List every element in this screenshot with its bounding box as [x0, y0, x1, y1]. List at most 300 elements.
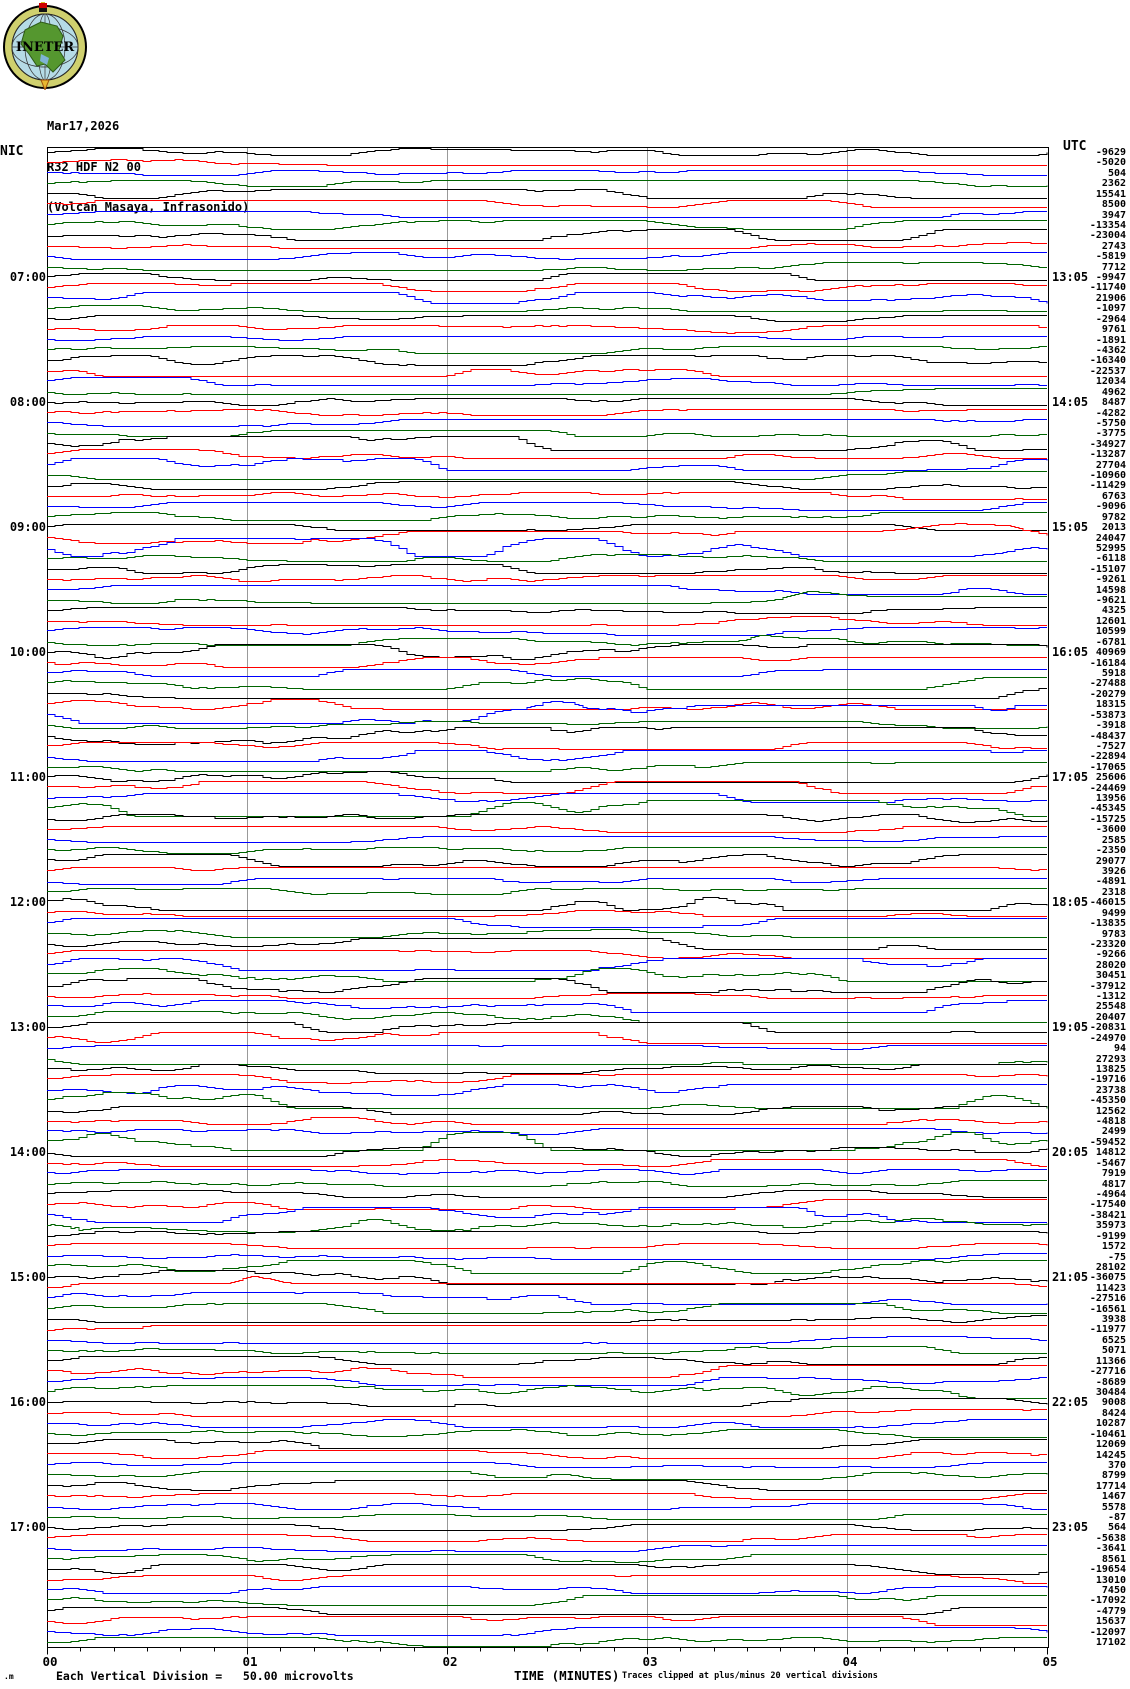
row-peak-value: 8487 [1101, 397, 1126, 408]
row-peak-value: 2318 [1101, 887, 1126, 898]
trace-row [47, 1535, 1047, 1542]
trace-row [47, 1357, 1047, 1365]
row-peak-value: 23738 [1095, 1085, 1126, 1096]
trace-row [47, 700, 1047, 710]
row-peak-value: 27704 [1095, 460, 1126, 471]
row-peak-value: -7527 [1095, 741, 1126, 752]
row-peak-value: 2013 [1101, 522, 1126, 533]
trace-row [47, 450, 1047, 459]
row-peak-value: -9629 [1095, 147, 1126, 158]
row-peak-value: 8799 [1101, 1470, 1126, 1481]
trace-row [47, 1451, 1047, 1459]
trace-row [47, 608, 1047, 614]
trace-row [47, 306, 1047, 312]
row-peak-value: -19654 [1089, 1564, 1126, 1575]
row-peak-value: 28020 [1095, 960, 1126, 971]
row-peak-value: -75 [1107, 1252, 1126, 1263]
row-peak-value: 504 [1107, 168, 1126, 179]
minute-axis-label: 01 [242, 1654, 258, 1669]
trace-row [47, 1546, 1047, 1552]
row-peak-value: 13956 [1095, 793, 1126, 804]
row-peak-value: -2350 [1095, 845, 1126, 856]
row-peak-value: -11977 [1089, 1324, 1126, 1335]
row-peak-value: -17540 [1089, 1199, 1126, 1210]
row-peak-value: 14245 [1095, 1450, 1126, 1461]
trace-row [47, 503, 1047, 511]
trace-row [47, 1347, 1047, 1354]
trace-row [47, 410, 1047, 416]
trace-row [47, 889, 1047, 895]
row-peak-value: 6525 [1101, 1335, 1126, 1346]
trace-row [47, 1232, 1047, 1237]
trace-row [47, 1219, 1047, 1233]
trace-row [47, 1420, 1047, 1428]
trace-row [47, 337, 1047, 341]
row-peak-value: 25548 [1095, 1001, 1126, 1012]
trace-row [47, 1378, 1047, 1386]
trace-row [47, 1440, 1047, 1449]
row-peak-value: 12069 [1095, 1439, 1126, 1450]
utc-hour-label: 16:05 [1052, 644, 1089, 659]
ineter-logo [1, 2, 89, 90]
row-peak-value: 4325 [1101, 605, 1126, 616]
trace-row [47, 1085, 1047, 1096]
row-peak-value: 1467 [1101, 1491, 1126, 1502]
row-peak-value: 8424 [1101, 1408, 1126, 1419]
trace-row [47, 1638, 1047, 1647]
trace-row [47, 1118, 1047, 1125]
plot-frame [48, 148, 1049, 1648]
trace-row [47, 420, 1047, 427]
minute-axis-label: 02 [442, 1654, 458, 1669]
row-peak-value: 8500 [1101, 199, 1126, 210]
row-peak-value: -23320 [1089, 939, 1126, 950]
trace-row [47, 1555, 1047, 1563]
trace-row [47, 592, 1047, 604]
row-peak-value: -24970 [1089, 1033, 1126, 1044]
row-peak-value: 35973 [1095, 1220, 1126, 1231]
trace-row [47, 628, 1047, 636]
row-peak-value: -4818 [1095, 1116, 1126, 1127]
minute-axis-label: 00 [42, 1654, 58, 1669]
utc-hour-label: 22:05 [1052, 1394, 1089, 1409]
row-peak-value: -10960 [1089, 470, 1126, 481]
row-peak-value: 5578 [1101, 1502, 1126, 1513]
row-peak-value: -16184 [1089, 658, 1126, 669]
right-timezone-label: UTC [1063, 139, 1087, 154]
utc-hour-label: 17:05 [1052, 769, 1089, 784]
utc-hour-label: 19:05 [1052, 1019, 1089, 1034]
trace-row [47, 919, 1047, 928]
row-peak-value: -1891 [1095, 335, 1126, 346]
row-peak-value: -20279 [1089, 689, 1126, 700]
trace-row [47, 1181, 1047, 1187]
trace-row [47, 855, 1047, 867]
utc-hour-label: 13:05 [1052, 269, 1089, 284]
row-peak-value: -5750 [1095, 418, 1126, 429]
trace-row [47, 1046, 1047, 1050]
utc-hour-label: 14:05 [1052, 394, 1089, 409]
corner-glyph: .m [4, 1672, 14, 1681]
trace-row [47, 879, 1047, 885]
utc-hour-label: 15:05 [1052, 519, 1089, 534]
trace-row [47, 1472, 1047, 1480]
trace-row [47, 378, 1047, 386]
row-peak-value: -3775 [1095, 428, 1126, 439]
row-peak-value: -9096 [1095, 501, 1126, 512]
trace-row [47, 253, 1047, 260]
trace-row [47, 1065, 1047, 1074]
row-peak-value: 28102 [1095, 1262, 1126, 1273]
row-peak-value: -4362 [1095, 345, 1126, 356]
row-peak-value: -10461 [1089, 1429, 1126, 1440]
row-peak-value: 12601 [1095, 616, 1126, 627]
trace-row [47, 1386, 1047, 1399]
row-peak-value: 5071 [1101, 1345, 1126, 1356]
trace-row [47, 1494, 1047, 1500]
row-peak-value: -11429 [1089, 480, 1126, 491]
trace-row [47, 772, 1047, 783]
trace-row [47, 751, 1047, 762]
trace-row [47, 459, 1047, 471]
row-peak-value: -3918 [1095, 720, 1126, 731]
row-peak-value: -3641 [1095, 1543, 1126, 1554]
trace-row [47, 555, 1047, 562]
trace-row [47, 437, 1047, 451]
row-peak-value: -27488 [1089, 678, 1126, 689]
row-peak-value: 15637 [1095, 1616, 1126, 1627]
trace-row [47, 728, 1047, 745]
trace-row [47, 617, 1047, 626]
row-peak-value: 9008 [1101, 1397, 1126, 1408]
row-peak-value: -38421 [1089, 1210, 1126, 1221]
trace-row [47, 1191, 1047, 1198]
row-peak-value: -13354 [1089, 220, 1126, 231]
trace-row [47, 1271, 1047, 1285]
trace-row [47, 1001, 1047, 1013]
minute-axis-label: 04 [842, 1654, 858, 1669]
row-peak-value: -53873 [1089, 710, 1126, 721]
logo-text: INETER [15, 40, 75, 55]
minute-axis-label: 03 [642, 1654, 658, 1669]
row-peak-value: 8561 [1101, 1554, 1126, 1565]
trace-row [47, 576, 1047, 582]
trace-row [47, 1587, 1047, 1594]
row-peak-value: -20831 [1089, 1022, 1126, 1033]
row-peak-value: 4817 [1101, 1179, 1126, 1190]
trace-row [47, 911, 1047, 917]
trace-row [47, 763, 1047, 772]
row-peak-value: -48437 [1089, 731, 1126, 742]
trace-row [47, 1261, 1047, 1274]
helicorder-traces [47, 147, 1049, 1659]
row-peak-value: -24469 [1089, 783, 1126, 794]
row-peak-value: 2743 [1101, 241, 1126, 252]
row-peak-value: -1097 [1095, 303, 1126, 314]
scale-note: Each Vertical Division = 50.00 microvolts [56, 1669, 354, 1683]
row-peak-value: 14812 [1095, 1147, 1126, 1158]
row-peak-value: -15107 [1089, 564, 1126, 575]
row-peak-value: 24047 [1095, 533, 1126, 544]
trace-row [47, 1129, 1047, 1135]
row-peak-value: 6763 [1101, 491, 1126, 502]
row-peak-value: -5638 [1095, 1533, 1126, 1544]
local-hour-label: 13:00 [9, 1019, 46, 1034]
row-peak-value: -3600 [1095, 824, 1126, 835]
trace-row [47, 1576, 1047, 1584]
row-peak-value: -46015 [1089, 897, 1126, 908]
trace-row [47, 1160, 1047, 1167]
row-peak-value: -2964 [1095, 314, 1126, 325]
row-peak-value: 14598 [1095, 585, 1126, 596]
row-peak-value: -59452 [1089, 1137, 1126, 1148]
row-peak-value: -6781 [1095, 637, 1126, 648]
row-peak-value: 21906 [1095, 293, 1126, 304]
minute-axis-label: 05 [1042, 1654, 1058, 1669]
row-peak-value: 4962 [1101, 387, 1126, 398]
row-peak-value: 30451 [1095, 970, 1126, 981]
trace-row [47, 658, 1047, 668]
trace-row [47, 1200, 1047, 1210]
trace-row [47, 1170, 1047, 1175]
trace-row [47, 326, 1047, 334]
trace-row [47, 513, 1047, 521]
trace-row [47, 1430, 1047, 1438]
row-peak-value: -17092 [1089, 1595, 1126, 1606]
trace-row [47, 1399, 1047, 1407]
trace-row [47, 1337, 1047, 1344]
trace-row [47, 837, 1047, 843]
row-peak-value: -22537 [1089, 366, 1126, 377]
row-peak-value: -19716 [1089, 1074, 1126, 1085]
trace-row [47, 1075, 1047, 1084]
row-peak-value: 10599 [1095, 626, 1126, 637]
row-peak-value: -45345 [1089, 803, 1126, 814]
row-peak-value: 2585 [1101, 835, 1126, 846]
trace-row [47, 1326, 1047, 1331]
local-hour-label: 10:00 [9, 644, 46, 659]
trace-row [47, 472, 1047, 480]
row-peak-value: -4779 [1095, 1606, 1126, 1617]
row-peak-value: -37912 [1089, 981, 1126, 992]
trace-row [47, 868, 1047, 871]
local-hour-label: 07:00 [9, 269, 46, 284]
trace-row [47, 1481, 1047, 1491]
row-peak-value: 13825 [1095, 1064, 1126, 1075]
row-peak-value: -5020 [1095, 157, 1126, 168]
row-peak-value: -17065 [1089, 762, 1126, 773]
row-peak-value: -16340 [1089, 355, 1126, 366]
trace-row [47, 171, 1047, 176]
row-peak-value: 1572 [1101, 1241, 1126, 1252]
utc-hour-label: 21:05 [1052, 1269, 1089, 1284]
trace-row [47, 1023, 1047, 1033]
trace-row [47, 230, 1047, 241]
title-station: R32 HDF N2 00 [47, 159, 141, 174]
left-timezone-label: NIC [0, 144, 24, 159]
row-peak-value: 20407 [1095, 1012, 1126, 1023]
local-hour-label: 16:00 [9, 1394, 46, 1409]
row-peak-value: 5918 [1101, 668, 1126, 679]
trace-row [47, 201, 1047, 208]
trace-row [47, 1304, 1047, 1314]
row-peak-value: 9782 [1101, 512, 1126, 523]
trace-row [47, 221, 1047, 230]
trace-row [47, 316, 1047, 322]
trace-row [47, 263, 1047, 271]
trace-row [47, 160, 1047, 166]
row-peak-value: 13010 [1095, 1575, 1126, 1586]
trace-row [47, 1596, 1047, 1606]
row-peak-value: 94 [1113, 1043, 1126, 1054]
title-subtitle: (Volcan Masaya, Infrasonido) [47, 200, 250, 214]
trace-row [47, 1410, 1047, 1417]
trace-row [47, 1628, 1047, 1636]
row-peak-value: -9621 [1095, 595, 1126, 606]
flag-icon-lower [39, 8, 47, 12]
row-peak-value: 370 [1107, 1460, 1126, 1471]
utc-hour-label: 18:05 [1052, 894, 1089, 909]
trace-row [47, 293, 1047, 304]
row-peak-value: -22894 [1089, 751, 1126, 762]
trace-row [47, 1244, 1047, 1249]
row-peak-value: 9761 [1101, 324, 1126, 335]
row-peak-value: -16561 [1089, 1304, 1126, 1315]
row-peak-value: -34927 [1089, 439, 1126, 450]
trace-row [47, 959, 1047, 971]
row-peak-value: 7712 [1101, 262, 1126, 273]
trace-row [47, 670, 1047, 677]
row-peak-value: 7450 [1101, 1585, 1126, 1596]
trace-row [47, 1316, 1047, 1323]
row-peak-value: -4282 [1095, 408, 1126, 419]
row-peak-value: 17714 [1095, 1481, 1126, 1492]
trace-row [47, 284, 1047, 292]
trace-row [47, 930, 1047, 938]
flag-icon [39, 3, 47, 8]
trace-row [47, 678, 1047, 690]
trace-row [47, 149, 1047, 156]
trace-row [47, 1617, 1047, 1626]
row-peak-value: 17102 [1095, 1637, 1126, 1648]
row-peak-value: 18315 [1095, 699, 1126, 710]
row-peak-value: 15541 [1095, 189, 1126, 200]
trace-row [47, 939, 1047, 950]
row-peak-value: -87 [1107, 1512, 1126, 1523]
row-peak-value: -1312 [1095, 991, 1126, 1002]
row-peak-value: -23004 [1089, 230, 1126, 241]
trace-row [47, 794, 1047, 803]
row-peak-value: 11366 [1095, 1356, 1126, 1367]
row-peak-value: -8689 [1095, 1377, 1126, 1388]
trace-row [47, 431, 1047, 437]
row-peak-value: -11740 [1089, 282, 1126, 293]
trace-row [47, 1060, 1047, 1065]
row-peak-value: -5819 [1095, 251, 1126, 262]
utc-hour-label: 20:05 [1052, 1144, 1089, 1159]
trace-row [47, 370, 1047, 377]
row-peak-value: 3926 [1101, 866, 1126, 877]
row-peak-value: -9266 [1095, 949, 1126, 960]
row-peak-value: -13287 [1089, 449, 1126, 460]
row-peak-value: -4964 [1095, 1189, 1126, 1200]
row-peak-value: 3947 [1101, 210, 1126, 221]
row-peak-value: -27516 [1089, 1293, 1126, 1304]
trace-row [47, 994, 1047, 999]
trace-row [47, 356, 1047, 366]
trace-row [47, 1366, 1047, 1378]
trace-row [47, 1107, 1047, 1115]
local-hour-label: 17:00 [9, 1519, 46, 1534]
row-peak-value: -12097 [1089, 1627, 1126, 1638]
row-peak-value: 7919 [1101, 1168, 1126, 1179]
trace-row [47, 399, 1047, 406]
trace-row [47, 190, 1047, 199]
row-peak-value: 12562 [1095, 1106, 1126, 1117]
trace-row [47, 586, 1047, 595]
clip-note: Traces clipped at plus/minus 20 vertical divisions [622, 1671, 878, 1681]
trace-row [47, 1463, 1047, 1468]
trace-row [47, 1504, 1047, 1510]
trace-row [47, 181, 1047, 187]
row-peak-value: 12034 [1095, 376, 1126, 387]
local-hour-label: 09:00 [9, 519, 46, 534]
row-peak-value: 564 [1107, 1522, 1126, 1533]
trace-row [47, 1012, 1047, 1023]
trace-row [47, 347, 1047, 354]
title-date: Mar17,2026 [47, 119, 120, 133]
trace-row [47, 493, 1047, 500]
row-peak-value: 52995 [1095, 543, 1126, 554]
row-peak-value: -45350 [1089, 1095, 1126, 1106]
row-peak-value: -27716 [1089, 1366, 1126, 1377]
row-peak-value: 11423 [1095, 1283, 1126, 1294]
trace-row [47, 782, 1047, 794]
trace-row [47, 1525, 1047, 1531]
trace-row [47, 274, 1047, 281]
trace-row [47, 1515, 1047, 1520]
row-peak-value: -4891 [1095, 876, 1126, 887]
row-peak-value: 25606 [1095, 772, 1126, 783]
x-axis-title: TIME (MINUTES) [514, 1668, 620, 1683]
row-peak-value: 2499 [1101, 1126, 1126, 1137]
row-peak-value: -9947 [1095, 272, 1126, 283]
row-peak-value: -13835 [1089, 918, 1126, 929]
trace-row [47, 524, 1047, 544]
trace-row [47, 482, 1047, 490]
trace-row [47, 702, 1047, 724]
trace-row [47, 815, 1047, 823]
trace-row [47, 389, 1047, 395]
local-hour-label: 15:00 [9, 1269, 46, 1284]
trace-row [47, 979, 1047, 993]
trace-row [47, 951, 1047, 959]
row-peak-value: 30484 [1095, 1387, 1126, 1398]
row-peak-value: 27293 [1095, 1054, 1126, 1065]
row-peak-value: -6118 [1095, 553, 1126, 564]
trace-row [47, 1254, 1047, 1260]
row-peak-value: 29077 [1095, 856, 1126, 867]
row-peak-value: 3938 [1101, 1314, 1126, 1325]
local-hour-label: 14:00 [9, 1144, 46, 1159]
trace-row [47, 1293, 1047, 1305]
utc-hour-label: 23:05 [1052, 1519, 1089, 1534]
row-peak-value: -9199 [1095, 1231, 1126, 1242]
trace-row [47, 565, 1047, 574]
row-peak-value: 9783 [1101, 929, 1126, 940]
row-peak-value: 40969 [1095, 647, 1126, 658]
row-peak-value: 2362 [1101, 178, 1126, 189]
